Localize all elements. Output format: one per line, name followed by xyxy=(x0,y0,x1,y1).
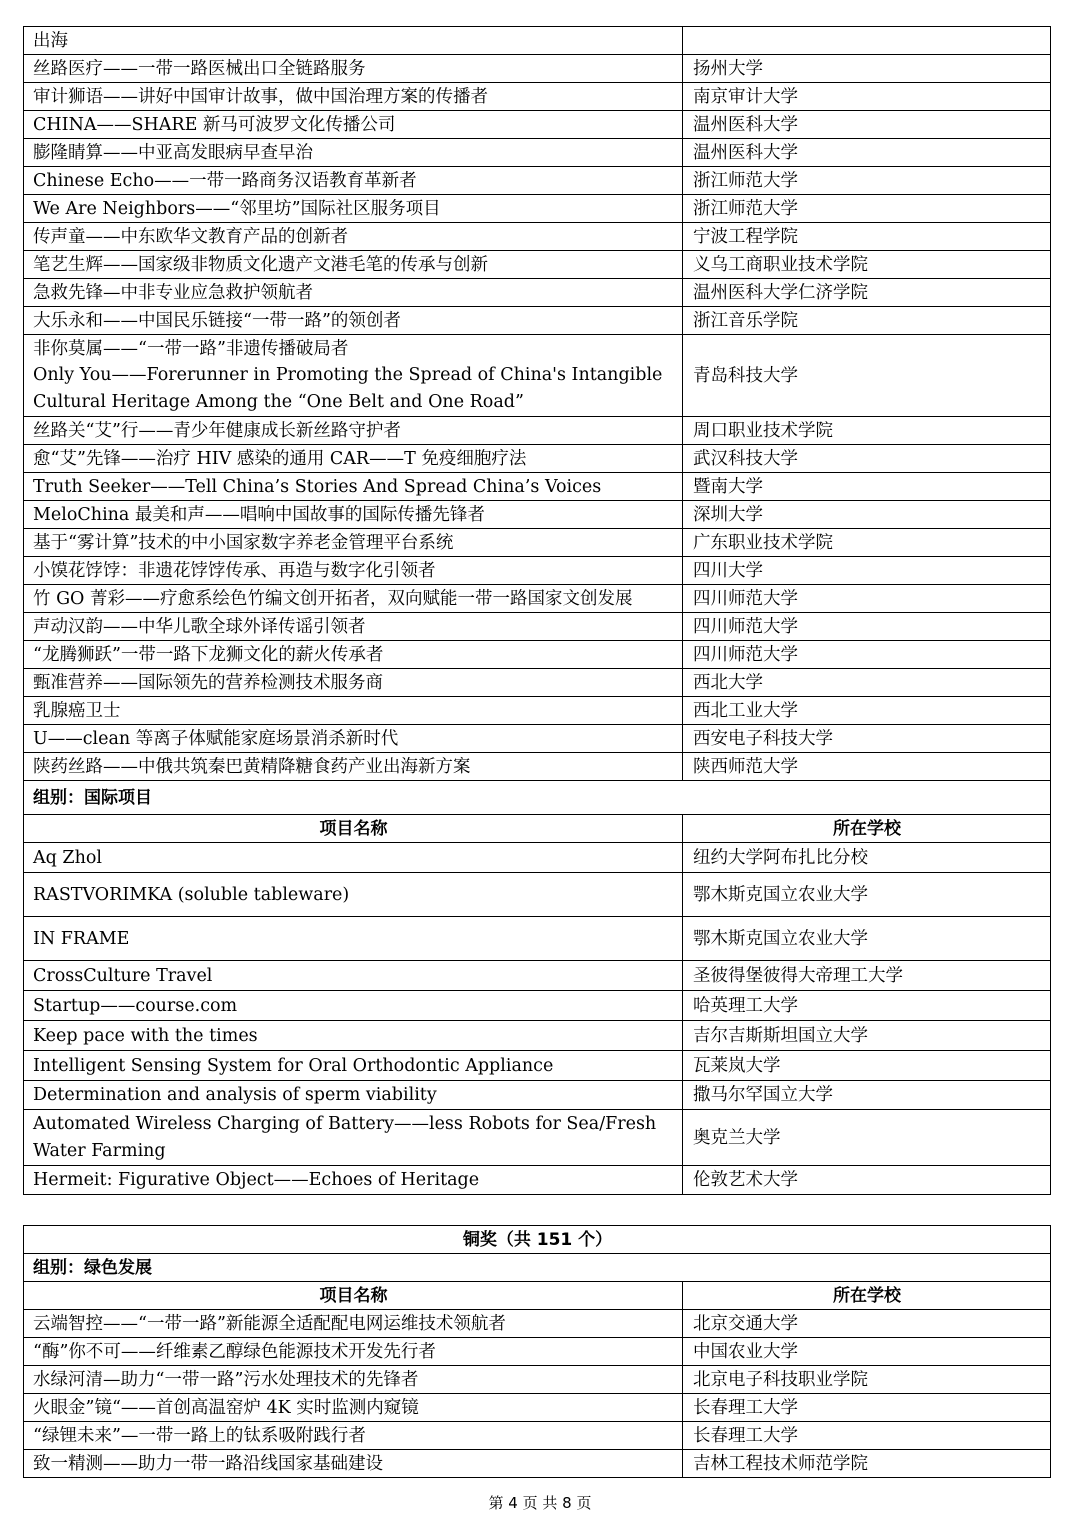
school-cell: 西安电子科技大学 xyxy=(683,725,1051,753)
project-name-cell: 膨隆睛算——中亚高发眼病早查早治 xyxy=(24,139,683,167)
table-row xyxy=(24,111,1051,139)
school-cell: 广东职业技术学院 xyxy=(683,529,1051,557)
school-cell: 深圳大学 xyxy=(683,501,1051,529)
project-name-cell: Aq Zhol xyxy=(24,843,683,873)
project-rows xyxy=(24,1310,1051,1478)
header-row xyxy=(24,815,1051,843)
project-name-cell: 传声童——中东欧华文教育产品的创新者 xyxy=(24,223,683,251)
school-cell: 暨南大学 xyxy=(683,473,1051,501)
table-row xyxy=(24,445,1051,473)
school-cell: 西北工业大学 xyxy=(683,697,1051,725)
project-name-cell: 水绿河清—助力“一带一路”污水处理技术的先锋者 xyxy=(24,1366,683,1394)
table-row xyxy=(24,1450,1051,1478)
project-name-cell: 甄准营养——国际领先的营养检测技术服务商 xyxy=(24,669,683,697)
school-cell: 温州医科大学仁济学院 xyxy=(683,279,1051,307)
project-name-cell: “龙腾狮跃”一带一路下龙狮文化的薪火传承者 xyxy=(24,641,683,669)
project-name-cell: We Are Neighbors——“邻里坊”国际社区服务项目 xyxy=(24,195,683,223)
project-name-cell: 致一精测——助力一带一路沿线国家基础建设 xyxy=(24,1450,683,1478)
table-row xyxy=(24,223,1051,251)
school-cell: 义乌工商职业技术学院 xyxy=(683,251,1051,279)
table-row xyxy=(24,307,1051,335)
project-name-cell: CrossCulture Travel xyxy=(24,961,683,991)
table-row xyxy=(24,1394,1051,1422)
school-cell: 四川师范大学 xyxy=(683,613,1051,641)
school-cell: 哈英理工大学 xyxy=(683,991,1051,1021)
project-name-cell: 火眼金”镜“——首创高温窑炉 4K 实时监测内窥镜 xyxy=(24,1394,683,1422)
table-row xyxy=(24,961,1051,991)
school-cell: 南京审计大学 xyxy=(683,83,1051,111)
table-row xyxy=(24,279,1051,307)
table-row xyxy=(24,417,1051,445)
project-name-cell: CHINA——SHARE 新马可波罗文化传播公司 xyxy=(24,111,683,139)
award-title-row xyxy=(24,1226,1051,1254)
award-title: 铜奖（共 151 个） xyxy=(24,1226,1051,1254)
school-cell: 北京交通大学 xyxy=(683,1310,1051,1338)
school-cell: 中国农业大学 xyxy=(683,1338,1051,1366)
table-row xyxy=(24,167,1051,195)
table-row xyxy=(24,1021,1051,1051)
school-cell: 周口职业技术学院 xyxy=(683,417,1051,445)
school-cell: 浙江师范大学 xyxy=(683,167,1051,195)
table-row xyxy=(24,697,1051,725)
project-rows-group-a xyxy=(24,27,1051,335)
table-row xyxy=(24,1081,1051,1110)
school-cell: 西北大学 xyxy=(683,669,1051,697)
table-row xyxy=(24,1422,1051,1450)
table-row xyxy=(24,1110,1051,1166)
table-row xyxy=(24,725,1051,753)
project-name-cell: 大乐永和——中国民乐链接“一带一路”的领创者 xyxy=(24,307,683,335)
project-name-en: Only You——Forerunner in Promoting the Spread of China's Intangible Cultural Heritage Among the “One Belt and One Road” xyxy=(33,364,663,412)
school-cell: 鄂木斯克国立农业大学 xyxy=(683,917,1051,961)
project-name-cn: 非你莫属——“一带一路”非遗传播破局者 xyxy=(33,338,349,359)
table-row xyxy=(24,83,1051,111)
table-row xyxy=(24,27,1051,55)
school-cell: 长春理工大学 xyxy=(683,1422,1051,1450)
group-label: 组别：国际项目 xyxy=(24,781,1051,815)
school-cell: 青岛科技大学 xyxy=(683,335,1051,417)
project-rows-group-b xyxy=(24,417,1051,781)
project-name-cell: 声动汉韵——中华儿歌全球外译传谣引领者 xyxy=(24,613,683,641)
table-row xyxy=(24,1051,1051,1081)
table-row xyxy=(24,1338,1051,1366)
school-cell: 陕西师范大学 xyxy=(683,753,1051,781)
award-table-silver xyxy=(23,26,1051,1195)
header-project-name: 项目名称 xyxy=(24,815,683,843)
school-cell: 浙江音乐学院 xyxy=(683,307,1051,335)
project-name-cell: 审计狮语——讲好中国审计故事，做中国治理方案的传播者 xyxy=(24,83,683,111)
project-name-cell: 丝路关“艾”行——青少年健康成长新丝路守护者 xyxy=(24,417,683,445)
header-project-name: 项目名称 xyxy=(24,1282,683,1310)
table-row xyxy=(24,613,1051,641)
table-row xyxy=(24,991,1051,1021)
project-name-cell: 急救先锋—中非专业应急救护领航者 xyxy=(24,279,683,307)
table-row xyxy=(24,669,1051,697)
project-name-cell: Hermeit: Figurative Object——Echoes of Heritage xyxy=(24,1166,683,1195)
table-row xyxy=(24,139,1051,167)
project-name-cell: MeloChina 最美和声——唱响中国故事的国际传播先锋者 xyxy=(24,501,683,529)
project-name-cell: U——clean 等离子体赋能家庭场景消杀新时代 xyxy=(24,725,683,753)
table-row xyxy=(24,195,1051,223)
table-row xyxy=(24,585,1051,613)
school-cell: 温州医科大学 xyxy=(683,139,1051,167)
table-row xyxy=(24,501,1051,529)
table-row xyxy=(24,251,1051,279)
table-row xyxy=(24,473,1051,501)
group-label: 组别：绿色发展 xyxy=(24,1254,1051,1282)
table-row xyxy=(24,55,1051,83)
project-name-cell: RASTVORIMKA (soluble tableware) xyxy=(24,873,683,917)
project-name-cell: 笔艺生辉——国家级非物质文化遗产文港毛笔的传承与创新 xyxy=(24,251,683,279)
project-name-cell: 基于“雾计算”技术的中小国家数字养老金管理平台系统 xyxy=(24,529,683,557)
table-row xyxy=(24,753,1051,781)
table-row xyxy=(24,917,1051,961)
school-cell: 武汉科技大学 xyxy=(683,445,1051,473)
project-name-cell xyxy=(24,335,683,417)
school-cell: 四川师范大学 xyxy=(683,641,1051,669)
school-cell: 四川大学 xyxy=(683,557,1051,585)
school-cell: 纽约大学阿布扎比分校 xyxy=(683,843,1051,873)
school-cell: 四川师范大学 xyxy=(683,585,1051,613)
header-row xyxy=(24,1282,1051,1310)
table-row xyxy=(24,1366,1051,1394)
school-cell: 圣彼得堡彼得大帝理工大学 xyxy=(683,961,1051,991)
school-cell: 长春理工大学 xyxy=(683,1394,1051,1422)
project-name-cell: 出海 xyxy=(24,27,683,55)
school-cell: 浙江师范大学 xyxy=(683,195,1051,223)
project-name-cell: Automated Wireless Charging of Battery——less Robots for Sea/Fresh Water Farming xyxy=(24,1110,683,1166)
table-row xyxy=(24,1310,1051,1338)
table-row xyxy=(24,641,1051,669)
school-cell: 温州医科大学 xyxy=(683,111,1051,139)
project-name-cell: Chinese Echo——一带一路商务汉语教育革新者 xyxy=(24,167,683,195)
project-name-cell: 竹 GO 菁彩——疗愈系绘色竹编文创开拓者，双向赋能一带一路国家文创发展 xyxy=(24,585,683,613)
school-cell: 北京电子科技职业学院 xyxy=(683,1366,1051,1394)
table-row xyxy=(24,1166,1051,1195)
project-name-cell: “绿锂未来”—一带一路上的钛系吸附践行者 xyxy=(24,1422,683,1450)
school-cell: 奥克兰大学 xyxy=(683,1110,1051,1166)
table-row xyxy=(24,873,1051,917)
project-name-cell: Truth Seeker——Tell China’s Stories And Spread China’s Voices xyxy=(24,473,683,501)
project-name-cell: IN FRAME xyxy=(24,917,683,961)
school-cell: 吉林工程技术师范学院 xyxy=(683,1450,1051,1478)
school-cell xyxy=(683,27,1051,55)
school-cell: 撒马尔罕国立大学 xyxy=(683,1081,1051,1110)
project-name-cell: 乳腺癌卫士 xyxy=(24,697,683,725)
project-name-cell: “酶”你不可——纤维素乙醇绿色能源技术开发先行者 xyxy=(24,1338,683,1366)
project-name-cell: 小馍花饽饽：非遗花饽饽传承、再造与数字化引领者 xyxy=(24,557,683,585)
project-name-cell: Determination and analysis of sperm viability xyxy=(24,1081,683,1110)
project-name-cell: 愈“艾”先锋——治疗 HIV 感染的通用 CAR——T 免疫细胞疗法 xyxy=(24,445,683,473)
page-footer: 第 4 页 共 8 页 xyxy=(488,1494,592,1512)
project-name-cell: Startup——course.com xyxy=(24,991,683,1021)
project-name-cell: 丝路医疗——一带一路医械出口全链路服务 xyxy=(24,55,683,83)
school-cell: 瓦莱岚大学 xyxy=(683,1051,1051,1081)
school-cell: 伦敦艺术大学 xyxy=(683,1166,1051,1195)
project-name-cell: Intelligent Sensing System for Oral Orthodontic Appliance xyxy=(24,1051,683,1081)
school-cell: 扬州大学 xyxy=(683,55,1051,83)
header-school: 所在学校 xyxy=(683,1282,1051,1310)
intl-project-rows xyxy=(24,843,1051,1110)
project-name-cell: 陕药丝路——中俄共筑秦巴黄精降糖食药产业出海新方案 xyxy=(24,753,683,781)
school-cell: 鄂木斯克国立农业大学 xyxy=(683,873,1051,917)
table-row xyxy=(24,335,1051,417)
table-row xyxy=(24,843,1051,873)
group-label-row xyxy=(24,781,1051,815)
header-school: 所在学校 xyxy=(683,815,1051,843)
project-name-cell: 云端智控——“一带一路”新能源全适配配电网运维技术领航者 xyxy=(24,1310,683,1338)
project-name-cell: Keep pace with the times xyxy=(24,1021,683,1051)
group-label-row xyxy=(24,1254,1051,1282)
table-row xyxy=(24,529,1051,557)
school-cell: 吉尔吉斯斯坦国立大学 xyxy=(683,1021,1051,1051)
school-cell: 宁波工程学院 xyxy=(683,223,1051,251)
table-row xyxy=(24,557,1051,585)
award-table-bronze xyxy=(23,1225,1051,1478)
